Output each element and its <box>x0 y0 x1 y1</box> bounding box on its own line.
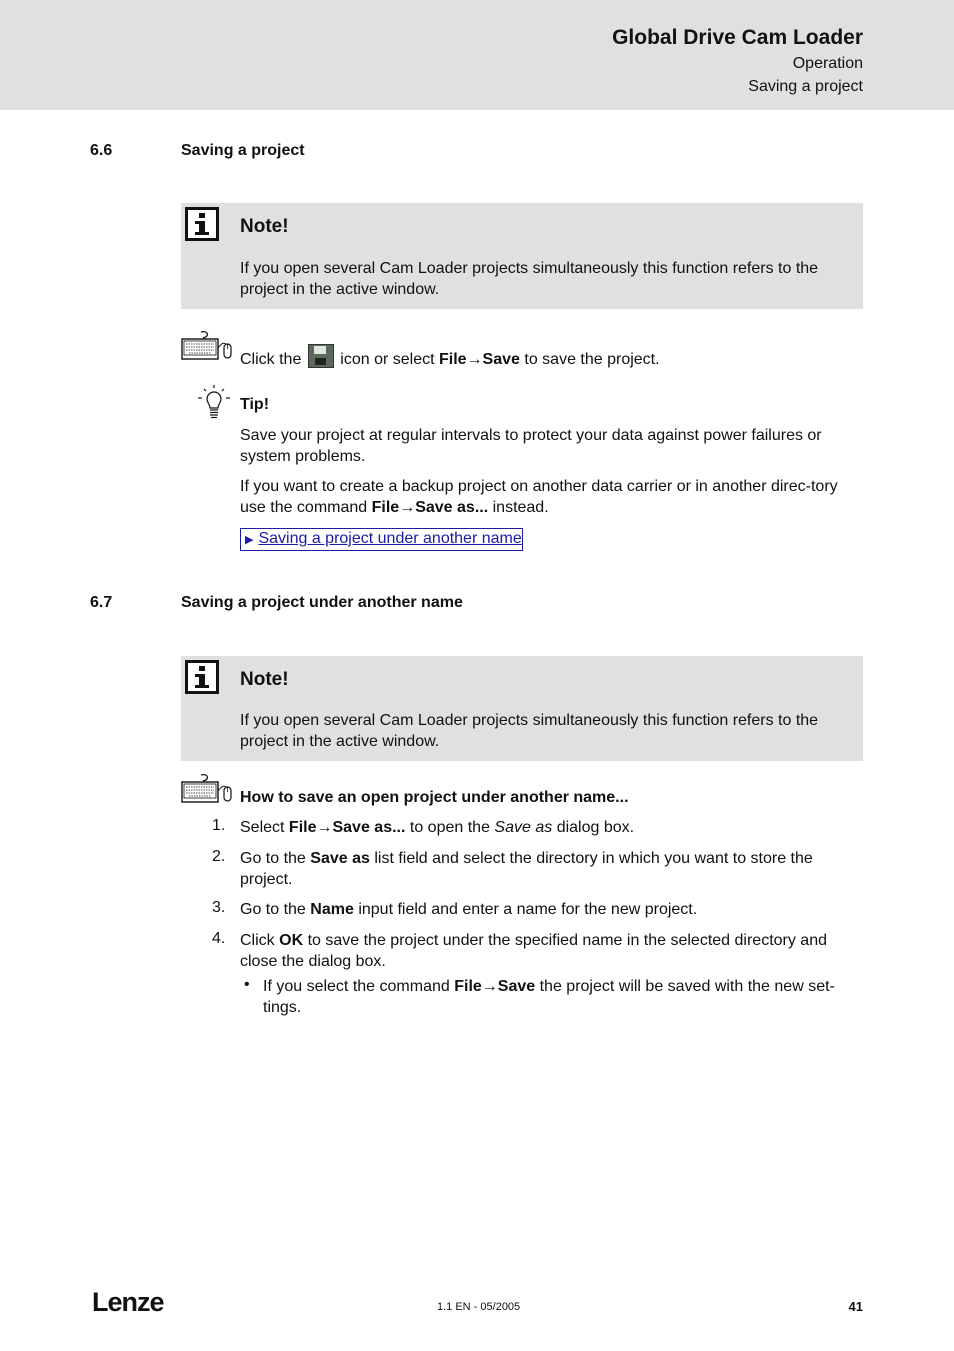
bullet-dot: • <box>244 976 250 993</box>
tip-text: If you want to create a backup project on another data carrier or in another direc-tory use the command <box>240 478 838 516</box>
floppy-disk-icon <box>308 344 334 368</box>
keyboard-mouse-icon <box>181 773 233 805</box>
note-box <box>181 203 863 309</box>
keyboard-mouse-icon <box>181 330 233 362</box>
menu-path: File→Save as... <box>371 499 489 516</box>
info-icon <box>185 207 219 241</box>
menu-path: File→Save <box>438 351 520 368</box>
cross-reference-link[interactable] <box>240 528 523 551</box>
tip-paragraph-backup <box>240 476 864 518</box>
tip-paragraph: Save your project at regular intervals to protect your data against power failures or system problems. <box>240 427 822 465</box>
instruction-text: icon or select <box>340 351 435 368</box>
step-text: Click OK to save the project under the specified name in the selected directory and close the dialog box. <box>240 932 827 970</box>
bullet-text: If you select the command File→Save the project will be saved with the new set-tings. <box>263 978 835 1016</box>
step-text: Go to the Name input field and enter a name for the new project. <box>240 901 698 918</box>
page-number: 41 <box>848 1299 863 1314</box>
svg-text:Lenze: Lenze <box>92 1287 164 1316</box>
section-label: Saving a project <box>748 78 863 95</box>
note-text: If you open several Cam Loader projects simultaneously this function refers to the project in the active window. <box>240 712 819 750</box>
link-label[interactable]: Saving a project under another name <box>258 530 522 547</box>
section-title: Saving a project <box>181 142 305 159</box>
tip-text: instead. <box>492 499 549 516</box>
note-text: If you open several Cam Loader projects simultaneously this function refers to the project in the active window. <box>240 260 819 298</box>
step-number: 2. <box>212 848 226 865</box>
page-header <box>0 0 954 110</box>
chapter-label: Operation <box>792 55 863 72</box>
document-version: 1.1 EN - 05/2005 <box>437 1301 521 1313</box>
instruction-text: to save the project. <box>524 351 660 368</box>
save-instruction <box>240 344 864 370</box>
tip-title: Tip! <box>240 396 270 413</box>
lightbulb-icon <box>196 384 232 420</box>
note-box <box>181 656 863 761</box>
step-number: 1. <box>212 817 226 834</box>
section-number: 6.6 <box>90 142 113 159</box>
document-title: Global Drive Cam Loader <box>612 26 863 49</box>
step-text: Select File→Save as... to open the Save as dialog box. <box>240 819 635 836</box>
procedure-title: How to save an open project under another name... <box>240 789 629 806</box>
section-title: Saving a project under another name <box>181 594 463 611</box>
note-title: Note! <box>240 669 289 690</box>
section-number: 6.7 <box>90 594 113 611</box>
lenze-logo <box>92 1286 172 1316</box>
step-number: 3. <box>212 899 226 916</box>
step-text: Go to the Save as list field and select the directory in which you want to store the project. <box>240 850 813 888</box>
instruction-text: Click the <box>240 351 302 368</box>
note-title: Note! <box>240 216 289 237</box>
info-icon <box>185 660 219 694</box>
triangle-right-icon: ▶ <box>245 534 254 546</box>
step-number: 4. <box>212 930 226 947</box>
